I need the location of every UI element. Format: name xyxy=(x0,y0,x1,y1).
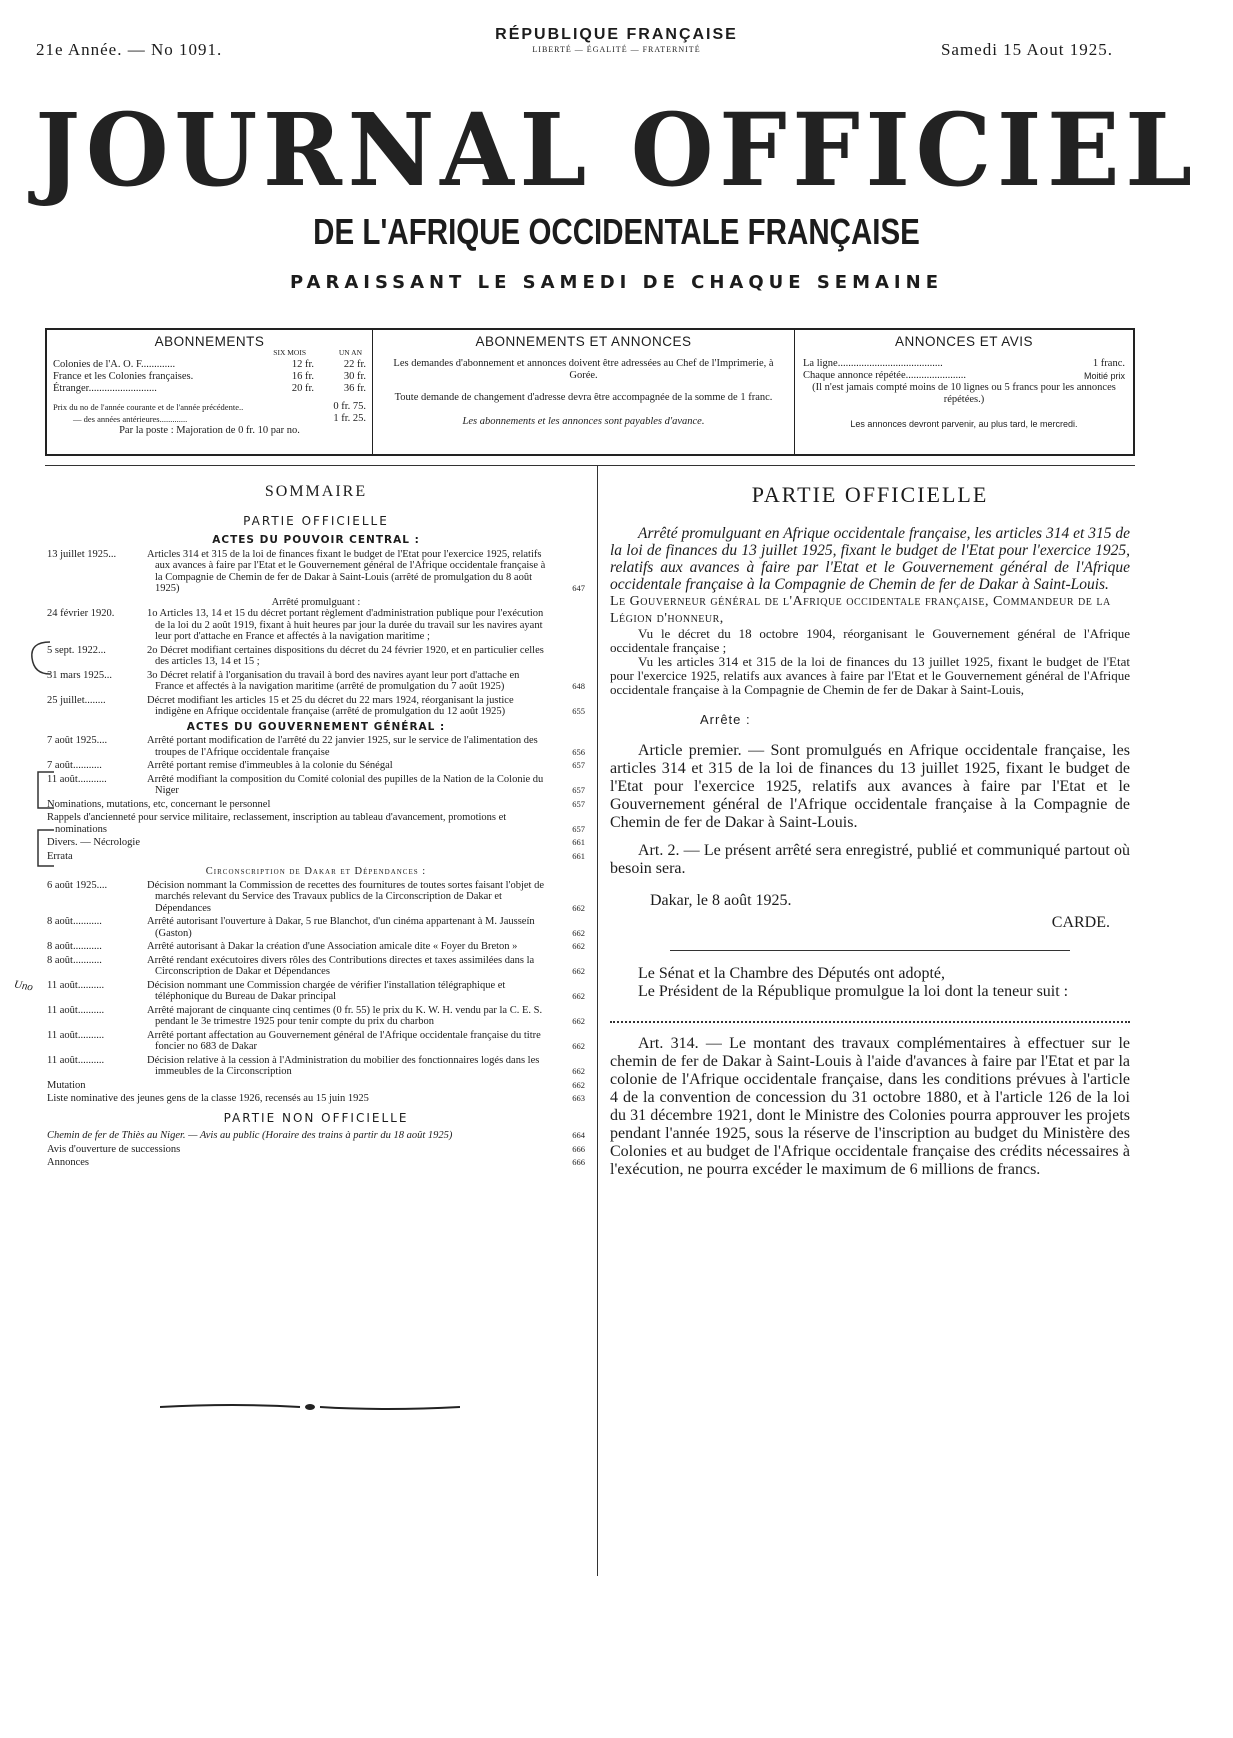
entry-page: 662 xyxy=(572,1079,585,1090)
rate-six: 12 fr. xyxy=(291,359,314,370)
rate-an: 22 fr. xyxy=(343,359,366,370)
margin-bracket-mark xyxy=(28,770,58,810)
sommaire-entry xyxy=(47,880,585,915)
actes-gouvernement-heading: ACTES DU GOUVERNEMENT GÉNÉRAL : xyxy=(186,720,446,733)
entry-date: 31 mars 1925... xyxy=(47,669,113,681)
entry-text: Errata xyxy=(47,850,73,862)
entry-text: Arrêté majorant de cinquante cinq centimes (0 fr. 55) le prix du K. W. H. vendu par la C. E. S. pendant le 3e trimestre 1925 pour tenir compte du prix du charbon xyxy=(147,1004,543,1027)
article-2: Art. 2. — Le présent arrêté sera enregistré, publié et communiqué partout où besoin sera. xyxy=(610,842,1130,877)
entry-date: 11 août.......... xyxy=(47,1029,105,1041)
vu-paragraph: Vu le décret du 18 octobre 1904, réorganisant le Gouvernement général de l'Afrique occidentale française ; xyxy=(610,626,1130,655)
issue-date: Samedi 15 Aout 1925. xyxy=(940,40,1113,59)
entry-date: 11 août.......... xyxy=(47,1004,105,1016)
entry-text: Arrêté rendant exécutoires divers rôles des Contributions directes et taxes assimilées dans la Circonscription de Dakar et Dépendances xyxy=(147,954,535,977)
sommaire-column xyxy=(47,483,585,1171)
vu-paragraph: Vu les articles 314 et 315 de la loi de finances du 13 juillet 1925, fixant le budget de l'Etat pour l'exercice 1925, relatifs aux avances à faire par l'Etat et le Gouvernement général de l'Afrique occidentale française à la Compagnie de Chemin de fer de Dakar à Saint-Louis, xyxy=(610,654,1130,697)
rate-label: France et les Colonies françaises. xyxy=(53,371,194,382)
annonce-note: (Il n'est jamais compté moins de 10 lignes ou 5 francs pour les annonces répétées.) xyxy=(812,382,1116,405)
entry-page: 662 xyxy=(572,966,585,976)
sommaire-entry xyxy=(47,851,585,863)
actes-pouvoir-heading: ACTES DU POUVOIR CENTRAL : xyxy=(212,534,420,546)
partie-non-officielle-heading: PARTIE NON OFFICIELLE xyxy=(223,1110,409,1125)
sommaire-entry xyxy=(47,760,585,772)
republic-motto: LIBERTÉ — ÉGALITÉ — FRATERNITÉ xyxy=(532,45,701,54)
entry-text: Décision nommant une Commission chargée de vérifier l'installation télégraphique et téléphonique du Bureau de Dakar principal xyxy=(147,979,506,1002)
entry-page: 662 xyxy=(572,1041,585,1051)
arrete-title: Arrêté promulguant en Afrique occidentale française, les articles 314 et 315 de la loi de finances du 13 juillet 1925, fixant le budget de l'Etat pour l'exercice 1925, relatifs aux avances à faire par l'Etat et le Gouvernement général de l'Afrique occidentale française à la Compagnie de Chemin de fer de Dakar à Saint-Louis. xyxy=(610,525,1130,593)
circonscription-heading: Circonscription de Dakar et Dépendances : xyxy=(205,866,427,877)
un-an-header: UN AN xyxy=(338,348,362,357)
entry-page: 664 xyxy=(572,1130,585,1140)
sommaire-entry xyxy=(47,1130,585,1142)
entry-page: 648 xyxy=(572,681,585,691)
entry-text: 1o Articles 13, 14 et 15 du décret portant règlement d'administration publique pour l'exécution de la loi du 2 août 1919, fixant à huit heures par jour la durée du travail sur les navires ayant leur port d'attache en France et affectés à la navigation maritime ; xyxy=(147,608,544,642)
sommaire-title: SOMMAIRE xyxy=(264,483,368,500)
masthead-tagline: PARAISSANT LE SAMEDI DE CHAQUE SEMAINE xyxy=(289,272,943,293)
entry-page: 662 xyxy=(572,1066,585,1076)
sommaire-entry xyxy=(47,735,585,758)
entry-date: 7 août........... xyxy=(47,760,102,771)
entry-text: Arrêté autorisant l'ouverture à Dakar, 5 rue Blanchot, d'un cinéma appartenant à M. Jausseín (Gaston) xyxy=(147,916,535,939)
entry-page: 662 xyxy=(572,927,585,938)
entry-text: Rappels d'ancienneté pour service militaire, reclassement, inscription au tableau d'avancement, promotions et nominations xyxy=(47,812,507,835)
entry-page: 662 xyxy=(572,991,585,1001)
entry-page: 662 xyxy=(572,941,585,951)
annonce-row xyxy=(803,358,1125,370)
entry-text: Arrêté modifiant la composition du Comité colonial des pupilles de la Nation de la Colonie du Niger xyxy=(147,773,544,796)
column-divider xyxy=(597,466,598,1576)
sommaire-entry xyxy=(47,1144,585,1156)
entry-text: Articles 314 et 315 de la loi de finances fixant le budget de l'Etat pour l'exercice 1925, relatifs aux avances à faire par l'Etat et le Gouvernement général de l'Afrique occidentale française à la Compagnie de Chemin de fer de Dakar à Saint-Louis (arrêté de promulgation du 8 août 1925) xyxy=(147,548,546,594)
price-label: Prix du no de l'année courante et de l'année précédente.. xyxy=(53,402,244,412)
entry-page: 656 xyxy=(572,746,585,757)
entry-text: Arrêté autorisant à Dakar la création d'une Association amicale dite « Foyer du Breton » xyxy=(147,941,518,952)
entry-date: 8 août........... xyxy=(47,954,102,966)
annonces-avis-column xyxy=(795,330,1133,454)
margin-bracket-mark xyxy=(20,638,60,678)
price-value: 0 fr. 75. xyxy=(333,401,366,412)
price-label: — des années antérieures............. xyxy=(73,414,188,424)
sommaire-entry xyxy=(47,1055,585,1078)
annonce-label: Chaque annonce répétée....................... xyxy=(803,370,966,381)
entry-text: Décision relative à la cession à l'Administration du mobilier des fonctionnaires logés dans les immeubles de la Circonscription xyxy=(147,1054,540,1077)
entry-page: 662 xyxy=(572,902,585,913)
entry-text: Arrêté portant remise d'immeubles à la colonie du Sénégal xyxy=(147,760,393,771)
entry-text: 3o Décret relatif à l'organisation du travail à bord des navires ayant leur port d'attache en France et affectés à la navigation maritime (arrêté de promulgation du 7 août 1925) xyxy=(147,669,520,692)
sommaire-entry xyxy=(47,1030,585,1053)
signature-name: CARDE. xyxy=(1051,914,1110,931)
section-rule xyxy=(45,465,1135,466)
dotted-separator xyxy=(610,1011,1130,1023)
masthead-title: JOURNAL OFFICIEL xyxy=(35,91,1198,209)
masthead-subtitle: DE L'AFRIQUE OCCIDENTALE FRANÇAISE xyxy=(313,211,920,252)
sommaire-entry xyxy=(47,941,585,953)
entry-page: 657 xyxy=(572,760,585,770)
issue-number: 21e Année. — No 1091. xyxy=(36,40,223,59)
entry-date: 11 août.......... xyxy=(47,1054,105,1066)
abon-annonces-p2: Toute demande de changement d'adresse devra être accompagnée de la somme de 1 franc. xyxy=(394,392,773,403)
sommaire-entry xyxy=(47,799,585,811)
rate-six: 16 fr. xyxy=(291,371,314,382)
sommaire-entry xyxy=(47,980,585,1003)
signature-date: Dakar, le 8 août 1925. xyxy=(650,892,792,909)
republic-name: RÉPUBLIQUE FRANÇAISE xyxy=(495,26,738,43)
entry-text: Mutation xyxy=(47,1079,86,1091)
sommaire-entry xyxy=(47,955,585,978)
sommaire-entry xyxy=(47,1005,585,1028)
rate-row xyxy=(53,383,366,395)
rate-label: Colonies de l'A. O. F............. xyxy=(53,359,176,370)
annonce-value: Moitié prix xyxy=(1083,371,1125,381)
price-row xyxy=(53,401,366,413)
entry-text: Avis d'ouverture de successions xyxy=(47,1143,181,1155)
entry-text: Divers. — Nécrologie xyxy=(47,837,141,848)
entry-date: 24 février 1920. xyxy=(47,608,115,619)
abon-annonces-p3: Les abonnements et les annonces sont payables d'avance. xyxy=(462,416,705,427)
separator-rule xyxy=(670,950,1070,951)
entry-text: Chemin de fer de Thiès au Niger. — Avis au public (Horaire des trains à partir du 18 août 1925) xyxy=(47,1130,453,1141)
sommaire-entry xyxy=(47,1093,585,1105)
entry-date: 11 août.......... xyxy=(47,979,105,991)
entry-page: 655 xyxy=(572,706,585,716)
partie-officielle-heading: PARTIE OFFICIELLE xyxy=(243,513,389,528)
entry-date: 6 août 1925.... xyxy=(47,879,108,891)
gouverneur-heading: Le Gouverneur général de l'Afrique occidentale française, Commandeur de la Légion d'honneur, xyxy=(610,594,1111,626)
entry-page: 661 xyxy=(572,850,585,861)
entry-page: 657 xyxy=(572,798,585,809)
rate-label: Étranger.......................... xyxy=(53,383,157,394)
handwritten-note: Uno xyxy=(13,978,34,994)
entry-page: 666 xyxy=(572,1157,585,1167)
senat-adopte: Le Sénat et la Chambre des Députés ont adopté, xyxy=(638,965,946,982)
rate-an: 36 fr. xyxy=(343,383,366,394)
sommaire-entry xyxy=(47,774,585,797)
entry-page: 661 xyxy=(572,837,585,847)
sommaire-entry xyxy=(47,608,585,643)
entry-date: 5 sept. 1922... xyxy=(47,644,106,656)
annonces-avis-title: ANNONCES ET AVIS xyxy=(894,334,1034,349)
entry-text: Arrêté portant modification de l'arrêté du 22 janvier 1925, sur le service de l'alimentation des troupes de l'Afrique occidentale française xyxy=(147,735,538,758)
entry-page: 663 xyxy=(572,1093,585,1103)
sommaire-entry xyxy=(47,1080,585,1092)
sommaire-entry xyxy=(47,916,585,939)
entry-date: 13 juillet 1925... xyxy=(47,548,117,560)
rate-an: 30 fr. xyxy=(343,371,366,382)
abonnements-column xyxy=(47,330,373,454)
sommaire-entry xyxy=(47,1157,585,1169)
entry-text: Annonces xyxy=(47,1157,89,1168)
postal-surcharge: Par la poste : Majoration de 0 fr. 10 par no. xyxy=(119,425,300,436)
president-promulgue: Le Président de la République promulgue la loi dont la teneur suit : xyxy=(638,983,1069,1000)
entry-page: 647 xyxy=(572,583,585,593)
sommaire-entry xyxy=(47,670,585,693)
price-row xyxy=(53,413,366,425)
entry-text: Décision nommant la Commission de recettes des fournitures de toutes sortes faisant l'objet de marchés relevant du Service des Travaux publics de la Circonscription de Dakar et Dépendances xyxy=(147,879,545,914)
sommaire-entry xyxy=(47,812,585,835)
entry-page: 657 xyxy=(572,823,585,834)
arrete-label: Arrête : xyxy=(700,712,751,727)
article-premier: Article premier. — Sont promulgués en Afrique occidentale française, les articles 314 et 315 de la loi de finances du 13 juillet 1925, fixant le budget de l'Etat pour l'exercice 1925, relatifs aux avances à faire par l'Etat et le Gouvernement général de l'Afrique occidentale française à la Compagnie de Chemin de fer de Dakar à Saint-Louis. xyxy=(610,742,1130,831)
rate-six: 20 fr. xyxy=(291,383,314,394)
partie-officielle-column xyxy=(610,482,1130,1179)
annonce-row xyxy=(803,370,1125,382)
sommaire-entry xyxy=(47,695,585,718)
entry-text: Nominations, mutations, etc, concernant le personnel xyxy=(47,798,271,810)
entry-date: 11 août........... xyxy=(47,773,107,785)
entry-text: 2o Décret modifiant certaines dispositions du décret du 24 février 1920, et en particulier celles des articles 13, 14 et 15 ; xyxy=(147,644,544,667)
entry-date: 25 juillet........ xyxy=(47,694,106,706)
annonce-value: 1 franc. xyxy=(1092,358,1125,369)
annonce-label: La ligne........................................ xyxy=(803,358,943,369)
sommaire-entry xyxy=(47,645,585,668)
entry-page: 666 xyxy=(572,1143,585,1154)
six-mois-header: SIX MOIS xyxy=(273,348,306,357)
entry-date: 8 août........... xyxy=(47,941,102,952)
annonce-deadline: Les annonces devront parvenir, au plus tard, le mercredi. xyxy=(850,419,1078,429)
abon-annonces-title: ABONNEMENTS ET ANNONCES xyxy=(475,334,692,349)
partie-officielle-title: PARTIE OFFICIELLE xyxy=(751,482,989,507)
sommaire-entry xyxy=(47,837,585,849)
entry-page: 657 xyxy=(572,785,585,795)
rate-row xyxy=(53,359,366,371)
entry-date: 7 août 1925.... xyxy=(47,735,108,746)
sommaire-entry xyxy=(47,549,585,595)
entry-date: 8 août........... xyxy=(47,916,102,927)
article-314: Art. 314. — Le montant des travaux complémentaires à effectuer sur le chemin de fer de Dakar à Saint-Louis à l'aide d'avances à faire par l'Etat et par la colonie de l'Afrique occidentale française, dans les conditions prévues à l'article 4 de la convention de concession du 31 octobre 1880, et à l'article 126 de la loi du 31 décembre 1921, dont le Ministre des Colonies pourra approuver les projets pendant l'année 1925, sous la réserve de l'inscription au budget du Ministère des Colonies et au budget de l'Afrique occidentale française des crédits nécessaires à l'exécution, ne pourra excéder le maximum de 6 millions de francs. xyxy=(610,1035,1130,1178)
price-value: 1 fr. 25. xyxy=(333,413,366,424)
subscription-box xyxy=(45,328,1135,456)
abonnements-annonces-column xyxy=(373,330,795,454)
entry-text: Arrêté portant affectation au Gouvernement général de l'Afrique occidentale française du titre foncier no 683 de Dakar xyxy=(147,1029,541,1052)
margin-bracket-mark xyxy=(28,828,58,868)
entry-page: 662 xyxy=(572,1016,585,1026)
entry-text: Décret modifiant les articles 15 et 25 du décret du 22 mars 1924, réorganisant la justice indigène en Afrique occidentale française (arrêté de promulgation du 12 août 1925) xyxy=(147,694,514,717)
abonnements-title: ABONNEMENTS xyxy=(154,334,265,349)
entry-text: Liste nominative des jeunes gens de la classe 1926, recensés au 15 juin 1925 xyxy=(47,1093,369,1104)
arrete-promulguant-label: Arrêté promulguant : xyxy=(271,596,361,608)
flourish-ornament xyxy=(160,1402,460,1412)
rate-row xyxy=(53,371,366,383)
abon-annonces-p1: Les demandes d'abonnement et annonces doivent être adressées au Chef de l'Imprimerie, à Gorée. xyxy=(393,358,774,381)
